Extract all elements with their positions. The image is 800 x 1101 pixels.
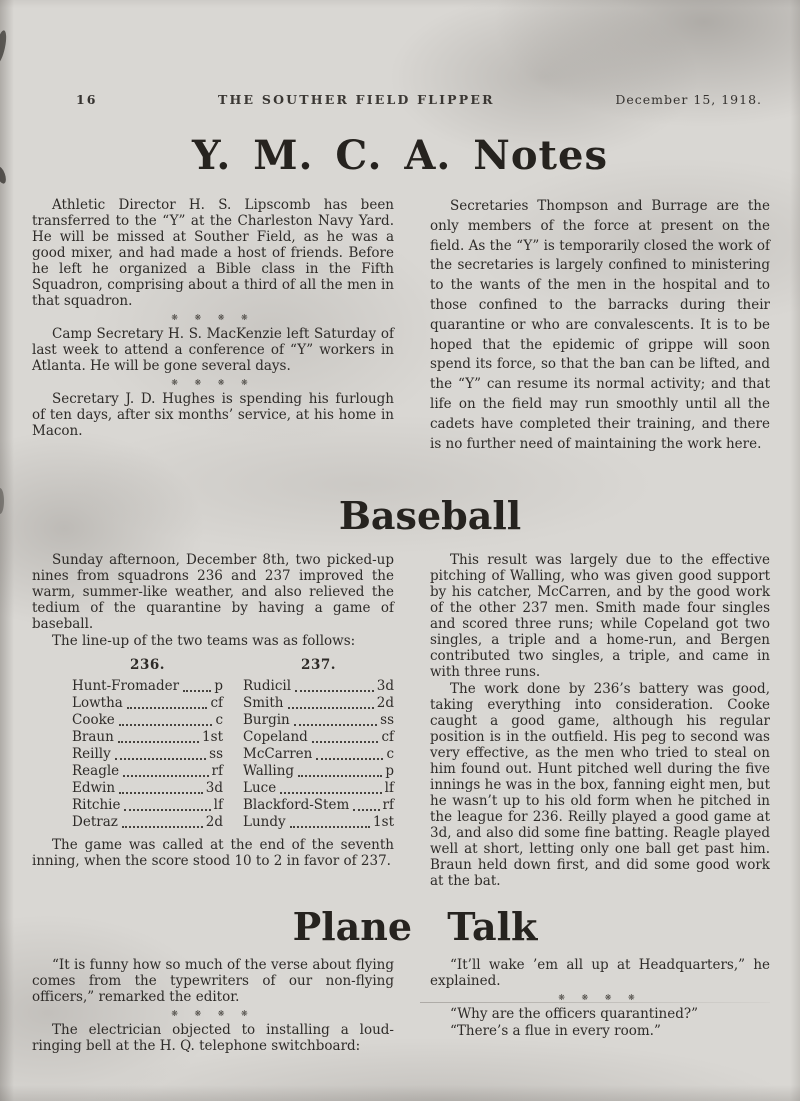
dot-leader bbox=[119, 724, 213, 726]
lineup-row bbox=[243, 780, 394, 797]
ornament-separator: ❋ ❋ ❋ ❋ bbox=[171, 378, 255, 387]
paper-crease bbox=[420, 1002, 770, 1003]
plane-talk-right-column bbox=[430, 957, 770, 1054]
lineup-row bbox=[243, 729, 394, 746]
player-name: Detraz bbox=[72, 814, 118, 831]
player-position: lf bbox=[213, 797, 223, 814]
dot-leader bbox=[295, 690, 374, 692]
player-position: 1st bbox=[202, 729, 223, 746]
plane-talk-section bbox=[0, 957, 800, 1054]
player-position: cf bbox=[210, 695, 223, 712]
page-header bbox=[0, 0, 800, 107]
page-number: 16 bbox=[76, 92, 98, 107]
baseball-left-column bbox=[32, 552, 394, 889]
player-position: c bbox=[386, 746, 394, 763]
dot-leader bbox=[127, 707, 208, 709]
baseball-right-column bbox=[430, 552, 770, 889]
page-edge-mark bbox=[0, 488, 4, 514]
player-name: Ritchie bbox=[72, 797, 121, 814]
lineup-team-236 bbox=[72, 657, 223, 831]
lineup-row bbox=[243, 695, 394, 712]
player-position: ss bbox=[209, 746, 223, 763]
player-position: rf bbox=[382, 797, 394, 814]
ornament-separator: ❋ ❋ ❋ ❋ bbox=[558, 993, 642, 1003]
ymca-section-title: Y. M. C. A. Notes bbox=[192, 132, 608, 179]
lineup-row bbox=[243, 678, 394, 695]
player-name: McCarren bbox=[243, 746, 313, 763]
lineup-row bbox=[72, 814, 223, 831]
player-name: Reilly bbox=[72, 746, 111, 763]
lineup-row bbox=[243, 712, 394, 729]
player-name: Blackford-Stem bbox=[243, 797, 350, 814]
plane-talk-section-title: Plane Talk bbox=[292, 904, 538, 950]
player-position: 2d bbox=[205, 814, 223, 831]
issue-date: December 15, 1918. bbox=[615, 92, 762, 107]
dot-leader bbox=[123, 775, 208, 777]
player-position: 1st bbox=[373, 814, 394, 831]
ymca-para-secretaries: Secretaries Thompson and Burrage are the only members of the force at present on the field. As the “Y” is temporarily closed the work of the secretaries is largely confined to ministering to the wants of the men in the hospital and to those confined to the barracks during their quarantine or who are convalescents. It is to be hoped that the epidemic of grippe will soon spend its force, so that the ban can be lifted, and the “Y” can resume its normal activity; and that life on the field may run smoothly until all the cadets have completed their training, and there is no further need of maintaining the work here. bbox=[430, 198, 770, 452]
dot-leader bbox=[298, 775, 382, 777]
dot-leader bbox=[115, 758, 206, 760]
plane-talk-para-verse: “It is funny how so much of the verse about flying comes from the typewriters of our non-flying officers,” remarked the editor. bbox=[32, 957, 394, 1006]
ymca-para-lipscomb: Athletic Director H. S. Lipscomb has been transferred to the “Y” at the Charleston Navy Yard. He will be missed at Souther Field, as he was a good mixer, and had made a host of friends. Before he left he organized a Bible class in the Fifth Squadron, comprising about a third of all the men in that squadron. bbox=[32, 197, 394, 309]
player-name: Lundy bbox=[243, 814, 286, 831]
dot-leader bbox=[316, 758, 383, 760]
player-position: p bbox=[214, 678, 223, 695]
baseball-para-lineup-intro: The line-up of the two teams was as follows: bbox=[52, 633, 356, 650]
baseball-para-game-called: The game was called at the end of the seventh inning, when the score stood 10 to 2 in favor of 237. bbox=[32, 837, 394, 870]
dot-leader bbox=[353, 809, 379, 811]
ymca-left-column bbox=[32, 197, 394, 454]
player-position: rf bbox=[211, 763, 223, 780]
dot-leader bbox=[118, 741, 199, 743]
lineup-row bbox=[72, 763, 223, 780]
ymca-para-mackenzie: Camp Secretary H. S. MacKenzie left Saturday of last week to attend a conference of “Y” workers in Atlanta. He will be gone several days. bbox=[32, 326, 394, 374]
baseball-section bbox=[0, 552, 800, 889]
player-name: Hunt-Fromader bbox=[72, 678, 180, 695]
dot-leader bbox=[290, 826, 370, 828]
dot-leader bbox=[119, 792, 203, 794]
lineup-row bbox=[72, 797, 223, 814]
baseball-para-result: This result was largely due to the effective pitching of Walling, who was given good support by his catcher, McCarren, and by the good work of the other 237 men. Smith made four singles and scored three runs; while Copeland got two singles, a triple and a home-run, and Bergen contributed two singles, a triple, and came in with three runs. bbox=[430, 552, 770, 681]
lineup-row bbox=[72, 678, 223, 695]
player-name: Luce bbox=[243, 780, 277, 797]
plane-talk-para-flue: “There’s a flue in every room.” bbox=[450, 1023, 661, 1040]
player-position: p bbox=[385, 763, 394, 780]
player-name: Rudicil bbox=[243, 678, 292, 695]
baseball-section-title: Baseball bbox=[338, 493, 522, 539]
ymca-right-column bbox=[430, 197, 770, 454]
dot-leader bbox=[122, 826, 203, 828]
lineup-row bbox=[72, 729, 223, 746]
player-name: Burgin bbox=[243, 712, 290, 729]
lineup-team-header: 236. bbox=[130, 657, 165, 674]
lineup-table bbox=[32, 657, 394, 831]
player-name: Lowtha bbox=[72, 695, 123, 712]
lineup-team-237 bbox=[243, 657, 394, 831]
player-position: ss bbox=[380, 712, 394, 729]
lineup-row bbox=[243, 763, 394, 780]
dot-leader bbox=[312, 741, 379, 743]
lineup-team-header: 237. bbox=[301, 657, 336, 674]
player-position: 2d bbox=[376, 695, 394, 712]
plane-talk-para-electrician: The electrician objected to installing a loud-ringing bell at the H. Q. telephone switchboard: bbox=[32, 1022, 394, 1055]
dot-leader bbox=[183, 690, 211, 692]
plane-talk-para-wake: “It’ll wake ’em all up at Headquarters,” he explained. bbox=[430, 957, 770, 990]
lineup-row bbox=[243, 746, 394, 763]
player-position: c bbox=[215, 712, 223, 729]
player-position: 3d bbox=[205, 780, 223, 797]
player-name: Braun bbox=[72, 729, 114, 746]
player-position: lf bbox=[384, 780, 394, 797]
plane-talk-para-quarantined: “Why are the officers quarantined?” bbox=[450, 1006, 698, 1023]
player-name: Cooke bbox=[72, 712, 115, 729]
player-position: cf bbox=[381, 729, 394, 746]
dot-leader bbox=[294, 724, 377, 726]
ornament-separator: ❋ ❋ ❋ ❋ bbox=[171, 313, 255, 322]
dot-leader bbox=[288, 707, 374, 709]
plane-talk-left-column bbox=[32, 957, 394, 1054]
ymca-section bbox=[0, 197, 800, 454]
lineup-row bbox=[72, 695, 223, 712]
lineup-row bbox=[243, 814, 394, 831]
dot-leader bbox=[280, 792, 381, 794]
player-position: 3d bbox=[376, 678, 394, 695]
ymca-para-hughes: Secretary J. D. Hughes is spending his furlough of ten days, after six months’ service, at his home in Macon. bbox=[32, 391, 394, 439]
dot-leader bbox=[124, 809, 210, 811]
lineup-row bbox=[72, 746, 223, 763]
player-name: Reagle bbox=[72, 763, 120, 780]
baseball-para-battery: The work done by 236’s battery was good, taking everything into consideration. Cooke caught a good game, although his regular position is in the outfield. His peg to second was very effective, as the men who tried to steal on him found out. Hunt pitched well during the five innings he was in the box, fanning eight men, but he wasn’t up to his old form when he pitched in the league for 236. Reilly played a good game at 3d, and also did some fine batting. Reagle played well at short, letting only one ball get past him. Braun held down first, and did some good work at the bat. bbox=[430, 681, 770, 890]
lineup-row bbox=[72, 712, 223, 729]
player-name: Edwin bbox=[72, 780, 116, 797]
lineup-row bbox=[72, 780, 223, 797]
lineup-row bbox=[243, 797, 394, 814]
ornament-separator: ❋ ❋ ❋ ❋ bbox=[171, 1009, 255, 1019]
player-name: Copeland bbox=[243, 729, 308, 746]
masthead-title: THE SOUTHER FIELD FLIPPER bbox=[218, 92, 495, 107]
player-name: Smith bbox=[243, 695, 284, 712]
player-name: Walling bbox=[243, 763, 295, 780]
baseball-para-intro: Sunday afternoon, December 8th, two picked-up nines from squadrons 236 and 237 improved the warm, summer-like weather, and also relieved the tedium of the quarantine by having a game of baseball. bbox=[32, 552, 394, 633]
